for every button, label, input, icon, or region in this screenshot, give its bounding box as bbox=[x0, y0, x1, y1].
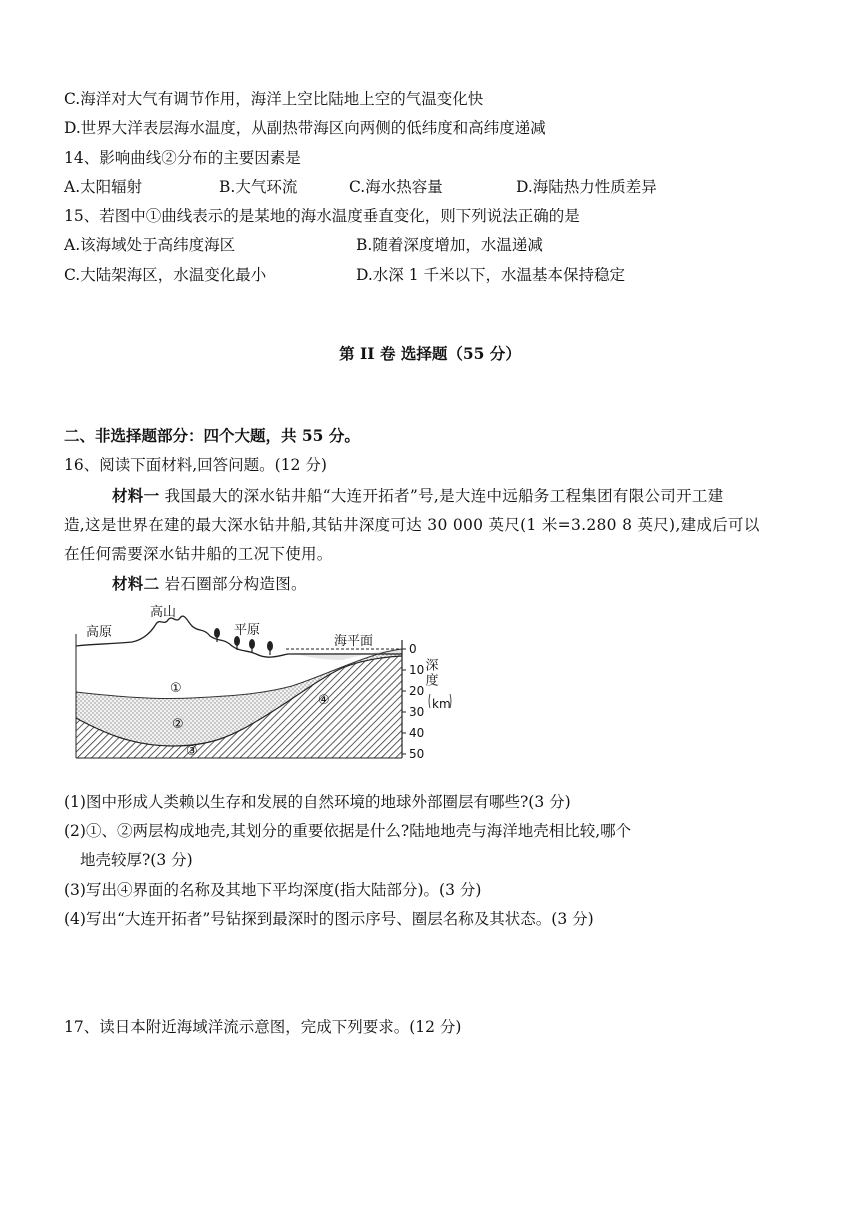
q16-sub4: (4)写出“大连开拓者”号钻探到最深时的图示序号、圈层名称及其状态。(3 分) bbox=[64, 910, 594, 928]
q13-option-c: C.海洋对大气有调节作用，海洋上空比陆地上空的气温变化快 bbox=[64, 90, 484, 108]
depth-tick-50: 50 bbox=[409, 747, 425, 761]
label-plain: 平原 bbox=[234, 623, 261, 638]
material1-line2: 造,这是世界在建的最大深水钻井船,其钻井深度可达 30 000 英尺(1 米=3.280 8 英尺),建成后可以 bbox=[64, 516, 760, 534]
depth-tick-40: 40 bbox=[409, 726, 425, 740]
depth-axis-label: 深度 bbox=[422, 658, 438, 688]
part-heading: 二、非选择题部分：四个大题，共 55 分。 bbox=[64, 426, 360, 445]
q16-stem: 16、阅读下面材料,回答问题。(12 分) bbox=[64, 456, 327, 474]
q14-option-b: B.大气环流 bbox=[219, 178, 298, 196]
q15-option-a: A.该海域处于高纬度海区 bbox=[64, 236, 236, 254]
depth-unit-label: km bbox=[432, 697, 451, 711]
q16-sub2-line2: 地壳较厚?(3 分) bbox=[80, 851, 193, 869]
q13-option-d: D.世界大洋表层海水温度，从副热带海区向两侧的低纬度和高纬度递减 bbox=[64, 119, 546, 137]
lithosphere-diagram bbox=[72, 600, 462, 770]
q14-stem: 14、影响曲线②分布的主要因素是 bbox=[64, 149, 301, 167]
material2-text: 岩石圈部分构造图。 bbox=[159, 575, 307, 593]
depth-tick-10: 10 bbox=[409, 663, 425, 677]
q14-option-d: D.海陆热力性质差异 bbox=[516, 178, 657, 196]
q16-sub1: (1)图中形成人类赖以生存和发展的自然环境的地球外部圈层有哪些?(3 分) bbox=[64, 793, 571, 811]
material2-line bbox=[112, 574, 307, 594]
label-region-3: ③ bbox=[186, 744, 198, 759]
q17-stem: 17、读日本附近海域洋流示意图，完成下列要求。(12 分) bbox=[64, 1018, 462, 1036]
q15-option-d: D.水深 1 千米以下，水温基本保持稳定 bbox=[356, 266, 626, 284]
label-plateau: 高原 bbox=[86, 625, 113, 640]
material1-label: 材料一 bbox=[112, 486, 160, 505]
label-sea-level: 海平面 bbox=[334, 634, 374, 649]
depth-tick-30: 30 bbox=[409, 705, 425, 719]
material2-label: 材料二 bbox=[112, 574, 160, 593]
q14-option-c: C.海水热容量 bbox=[349, 178, 443, 196]
q14-option-a: A.太阳辐射 bbox=[64, 178, 143, 196]
q16-sub3: (3)写出④界面的名称及其地下平均深度(指大陆部分)。(3 分) bbox=[64, 881, 482, 899]
material1-line1 bbox=[112, 486, 724, 506]
label-region-1: ① bbox=[170, 681, 182, 696]
q15-option-c: C.大陆架海区，水温变化最小 bbox=[64, 266, 267, 284]
label-mountain: 高山 bbox=[150, 605, 177, 620]
q15-stem: 15、若图中①曲线表示的是某地的海水温度垂直变化，则下列说法正确的是 bbox=[64, 207, 580, 225]
material1-text1: 我国最大的深水钻井船“大连开拓者”号,是大连中远船务工程集团有限公司开工建 bbox=[159, 487, 724, 505]
depth-tick-20: 20 bbox=[409, 684, 425, 698]
label-region-4: ④ bbox=[318, 693, 330, 708]
section-title: 第 II 卷 选择题（55 分） bbox=[339, 344, 521, 363]
depth-tick-0: 0 bbox=[409, 642, 417, 656]
material1-line3: 在任何需要深水钻井船的工况下使用。 bbox=[64, 545, 333, 563]
q15-option-b: B.随着深度增加，水温递减 bbox=[356, 236, 543, 254]
label-region-2: ② bbox=[172, 717, 184, 732]
q16-sub2-line1: (2)①、②两层构成地壳,其划分的重要依据是什么?陆地地壳与海洋地壳相比较,哪个 bbox=[64, 822, 632, 840]
